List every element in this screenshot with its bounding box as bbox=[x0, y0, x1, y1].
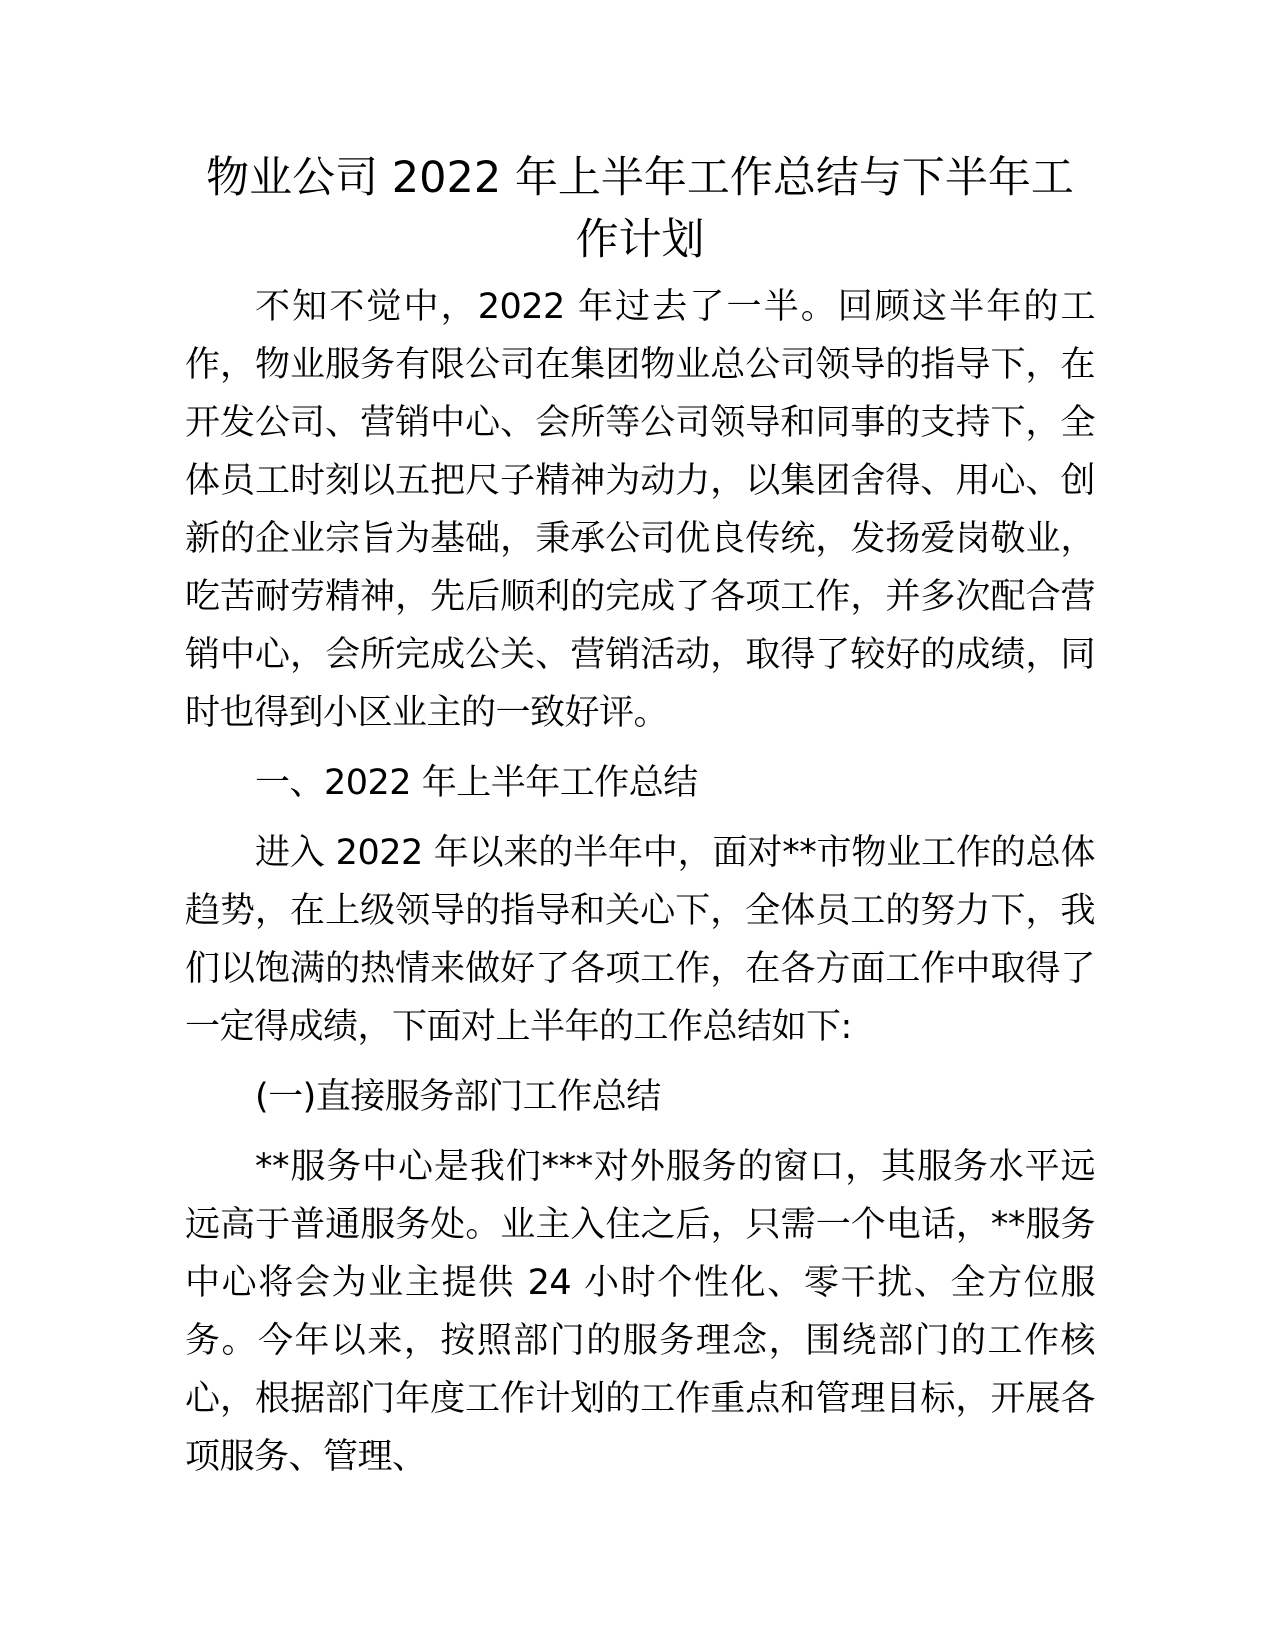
paragraph-intro: 不知不觉中，2022 年过去了一半。回顾这半年的工作，物业服务有限公司在集团物业总公司领导的指导下，在开发公司、营销中心、会所等公司领导和同事的支持下，全体员工时刻以五把尺子精神为动力，以集团舍得、用心、创新的企业宗旨为基础，秉承公司优良传统，发扬爱岗敬业，吃苦耐劳精神，先后顺利的完成了各项工作，并多次配合营销中心，会所完成公关、营销活动，取得了较好的成绩，同时也得到小区业主的一致好评。 bbox=[185, 287, 1095, 733]
document-title: 物业公司 2022 年上半年工作总结与下半年工作计划 bbox=[206, 153, 1074, 265]
paragraph-service-center: **服务中心是我们***对外服务的窗口，其服务水平远远高于普通服务处。业主入住之后，只需一个电话，**服务中心将会为业主提供 24 小时个性化、零干扰、全方位服务。今年以来，按照部门的服务理念，围绕部门的工作核心，根据部门年度工作计划的工作重点和管理目标，开展各项服务、管理、 bbox=[185, 1147, 1095, 1477]
section-heading-first-half-summary: 一、2022 年上半年工作总结 bbox=[255, 763, 698, 803]
subsection-heading-direct-service-dept: (一)直接服务部门工作总结 bbox=[255, 1077, 661, 1117]
paragraph-first-half-overview: 进入 2022 年以来的半年中，面对**市物业工作的总体趋势，在上级领导的指导和关心下，全体员工的努力下，我们以饱满的热情来做好了各项工作，在各方面工作中取得了一定得成绩，下面对上半年的工作总结如下: bbox=[185, 833, 1095, 1047]
